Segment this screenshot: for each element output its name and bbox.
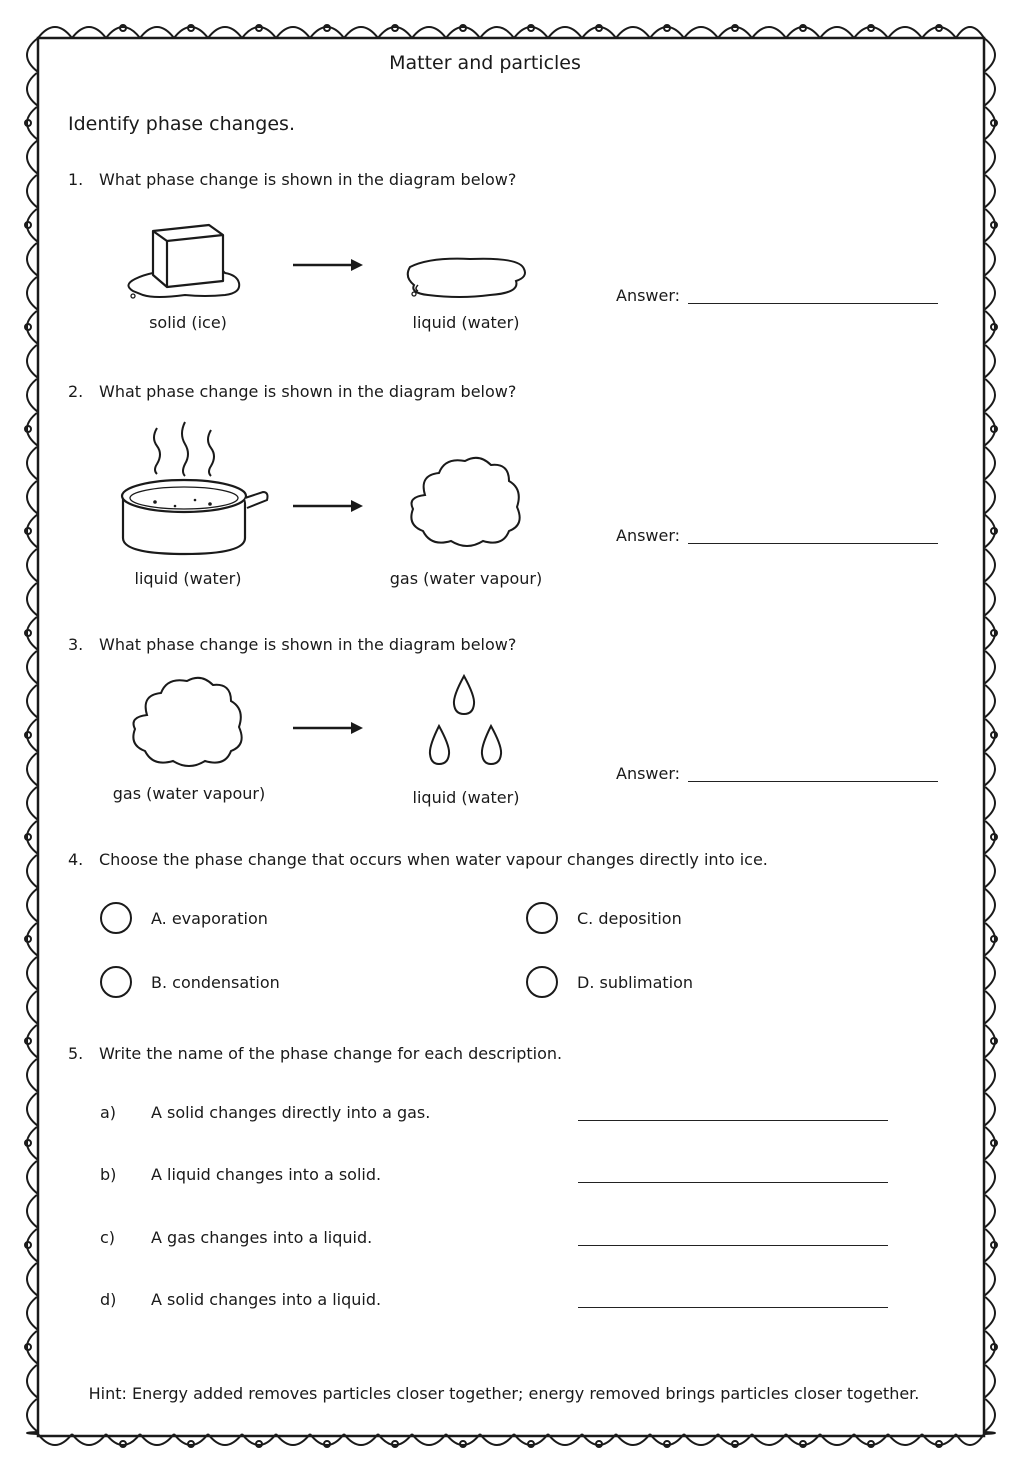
question-1-number: 1. xyxy=(68,170,84,189)
q5-item-a-answer-line[interactable] xyxy=(578,1120,888,1121)
question-4-number: 4. xyxy=(68,850,84,869)
option-c-label[interactable]: C. deposition xyxy=(577,909,682,928)
water-drops-icon xyxy=(425,674,510,769)
option-b-radio[interactable] xyxy=(100,966,132,998)
q5-item-a-text: A solid changes directly into a gas. xyxy=(151,1103,431,1122)
question-3-from-label: gas (water vapour) xyxy=(112,784,266,803)
question-5-number: 5. xyxy=(68,1044,84,1063)
q5-item-b-answer-line[interactable] xyxy=(578,1182,888,1183)
question-5-text: Write the name of the phase change for each description. xyxy=(99,1044,563,1063)
boiling-pot-icon xyxy=(115,420,270,558)
option-b-label[interactable]: B. condensation xyxy=(151,973,280,992)
q5-item-d-text: A solid changes into a liquid. xyxy=(151,1290,382,1309)
water-puddle-icon xyxy=(400,255,530,300)
q5-item-a-letter: a) xyxy=(100,1103,117,1122)
question-1-from-label: solid (ice) xyxy=(149,313,227,332)
arrow-icon xyxy=(293,720,363,736)
question-3-to-label: liquid (water) xyxy=(412,788,520,807)
option-d-label[interactable]: D. sublimation xyxy=(577,973,694,992)
q5-item-c-answer-line[interactable] xyxy=(578,1245,888,1246)
option-a-radio[interactable] xyxy=(100,902,132,934)
q5-item-d-letter: d) xyxy=(100,1290,117,1309)
option-a-label[interactable]: A. evaporation xyxy=(151,909,268,928)
hint-text: Hint: Energy added removes particles closer together; energy removed brings particles closer together. xyxy=(88,1384,920,1403)
question-3-answer-line[interactable] xyxy=(688,781,938,782)
q5-item-b-text: A liquid changes into a solid. xyxy=(151,1165,382,1184)
q5-item-c-letter: c) xyxy=(100,1228,116,1247)
question-2-text: What phase change is shown in the diagram below? xyxy=(99,382,517,401)
q5-item-c-text: A gas changes into a liquid. xyxy=(151,1228,373,1247)
question-3-answer-label: Answer: xyxy=(616,764,681,783)
option-c-radio[interactable] xyxy=(526,902,558,934)
cloud-icon xyxy=(127,675,249,771)
question-1-answer-line[interactable] xyxy=(688,303,938,304)
q5-item-d-answer-line[interactable] xyxy=(578,1307,888,1308)
arrow-icon xyxy=(293,498,363,514)
q5-item-b-letter: b) xyxy=(100,1165,117,1184)
question-3-text: What phase change is shown in the diagram below? xyxy=(99,635,517,654)
question-2-from-label: liquid (water) xyxy=(134,569,242,588)
question-2-number: 2. xyxy=(68,382,84,401)
cloud-icon xyxy=(405,455,527,551)
page-title: Matter and particles xyxy=(389,52,581,74)
question-2-to-label: gas (water vapour) xyxy=(389,569,543,588)
question-2-answer-label: Answer: xyxy=(616,526,681,545)
ice-cube-icon xyxy=(125,215,250,305)
question-2-answer-line[interactable] xyxy=(688,543,938,544)
option-d-radio[interactable] xyxy=(526,966,558,998)
question-1-answer-label: Answer: xyxy=(616,286,681,305)
question-3-number: 3. xyxy=(68,635,84,654)
question-4-text: Choose the phase change that occurs when water vapour changes directly into ice. xyxy=(99,850,768,869)
section-heading: Identify phase changes. xyxy=(68,113,295,135)
arrow-icon xyxy=(293,257,363,273)
question-1-text: What phase change is shown in the diagram below? xyxy=(99,170,517,189)
question-1-to-label: liquid (water) xyxy=(412,313,520,332)
